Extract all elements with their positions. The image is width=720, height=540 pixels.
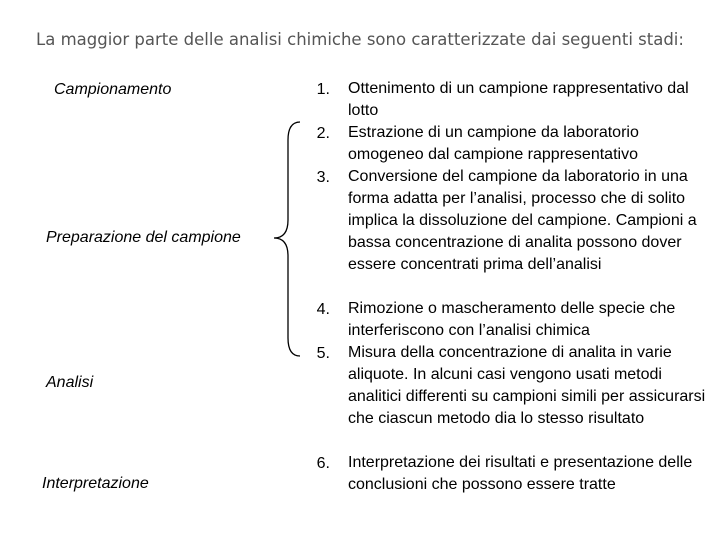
step-text-4: Rimozione o mascheramento delle specie che interferiscono con l’analisi chimica	[348, 300, 676, 339]
curly-brace-icon	[270, 120, 310, 360]
stage-interpretazione: Interpretazione	[42, 475, 149, 492]
step-text-2: Estrazione di un campione da laboratorio omogeneo dal campione rappresentativo	[348, 124, 639, 163]
step-number-2: 2.	[316, 125, 330, 142]
step-number-4: 4.	[316, 301, 330, 318]
stage-analisi: Analisi	[46, 374, 94, 391]
step-number-6: 6.	[316, 455, 330, 472]
step-number-5: 5.	[316, 345, 330, 362]
step-number-3: 3.	[316, 169, 330, 186]
step-text-3: Conversione del campione da laboratorio in una forma adatta per l’analisi, processo che di solito implica la dissoluzione del campione. Campioni a bassa concentrazione di analita possono dover essere concentrati prima dell’analisi	[348, 168, 697, 273]
stage-preparazione: Preparazione del campione	[46, 229, 241, 246]
step-text-1: Ottenimento di un campione rappresentativo dal lotto	[348, 80, 689, 119]
step-text-5: Misura della concentrazione di analita in varie aliquote. In alcuni casi vengono usati metodi analitici differenti su campioni simili per assicurarsi che ciascun metodo dia lo stesso risultato	[348, 344, 706, 427]
step-text-6: Interpretazione dei risultati e presentazione delle conclusioni che possono essere tratte	[348, 454, 693, 493]
step-number-1: 1.	[316, 81, 330, 98]
slide-title: La maggior parte delle analisi chimiche sono caratterizzate dai seguenti stadi:	[36, 30, 684, 49]
stage-campionamento: Campionamento	[54, 81, 172, 98]
